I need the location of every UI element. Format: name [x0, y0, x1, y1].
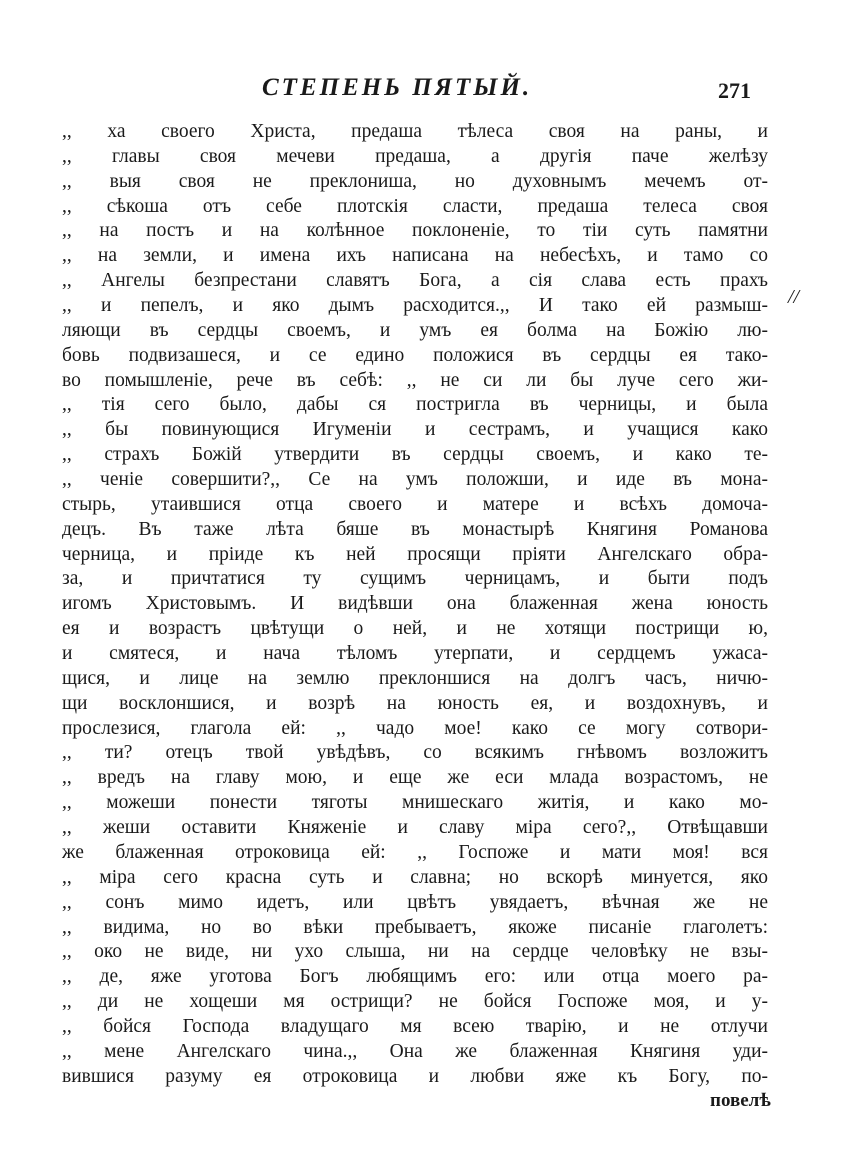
text-line: бовь подвизашеся, и се едино положися въ сердцы ея тако- [62, 344, 768, 366]
text-line: прослезися, глагола ей: ,, чадо мое! како се могу сотвори- [62, 717, 768, 739]
text-line: ,, бойся Господа владущаго мя всею тварію, и не отлучи [62, 1015, 768, 1037]
text-line: ,, ти? отецъ твой увѣдѣвъ, со всякимъ гнѣвомъ возложитъ [62, 742, 768, 764]
running-header [0, 74, 854, 110]
text-line: ея и возрастъ цвѣтущи о ней, и не хотящи пострищи ю, [62, 618, 768, 640]
text-line: черница, и пріиде къ ней просящи пріяти Ангелскаго обра- [62, 543, 768, 565]
page-number: 271 [718, 78, 751, 103]
text-line: ,, главы своя мечеви предаша, а другія паче желѣзу [62, 145, 768, 167]
text-line: ,, вредъ на главу мою, и еще же еси млада возрастомъ, не [62, 767, 768, 789]
text-line: ,, на земли, и имена ихъ написана на небесѣхъ, и тамо со [62, 245, 768, 267]
text-line: же блаженная отроковица ей: ,, Госпоже и мати моя! вся [62, 841, 768, 863]
text-line: ,, сонъ мимо идетъ, или цвѣтъ увядаетъ, вѣчная же не [62, 891, 768, 913]
margin-mark: // [788, 286, 800, 308]
text-line: ,, око не виде, ни ухо слыша, ни на сердце человѣку не взы- [62, 941, 768, 963]
text-line: ,, ди не хощеши мя острищи? не бойся Госпоже моя, и у- [62, 991, 768, 1013]
text-line: ,, жеши оставити Княженіе и славу міра сего?,, Отвѣщавши [62, 817, 768, 839]
text-line: ,, ченіе совершити?,, Се на умъ положши, и иде въ мона- [62, 469, 768, 491]
text-line: ,, на постъ и на колѣнное поклоненіе, то тіи суть памятни [62, 220, 768, 242]
text-line: ,, и пепелъ, и яко дымъ расходится.,, И тако ей размыш- [62, 295, 768, 317]
text-line: вившися разуму ея отроковица и любви яже къ Богу, по- [62, 1065, 768, 1087]
body-text [62, 120, 768, 1090]
text-line: ,, мене Ангелскаго чина.,, Она же блаженная Княгиня уди- [62, 1040, 768, 1062]
text-line: ,, выя своя не преклониша, но духовнымъ мечемъ от- [62, 170, 768, 192]
text-line: ,, тія сего было, дабы ся постригла въ черницы, и была [62, 394, 768, 416]
text-line: ,, сѣкоша отъ себе плотскія сласти, предаша телеса своя [62, 195, 768, 217]
text-line: ,, видима, но во вѣки пребываетъ, якоже писаніе глаголетъ: [62, 916, 768, 938]
text-line: и смятеся, и нача тѣломъ утерпати, и сердцемъ ужаса- [62, 643, 768, 665]
text-line: ,, бы повинующися Игуменіи и сестрамъ, и учащися како [62, 419, 768, 441]
text-line: децъ. Въ таже лѣта бяше въ монастырѣ Княгиня Романова [62, 518, 768, 540]
text-line: ,, ха своего Христа, предаша тѣлеса своя на раны, и [62, 121, 768, 142]
text-line: за, и причтатися ту сущимъ черницамъ, и быти подъ [62, 568, 768, 590]
text-line: ,, Ангелы безпрестани славятъ Бога, а сія слава есть прахъ [62, 270, 768, 292]
text-line: ляющи въ сердцы своемъ, и умъ ея болма на Божію лю- [62, 319, 768, 341]
text-line: ,, можеши понести тяготы мнишескаго житія, и како мо- [62, 792, 768, 814]
text-line: ,, страхъ Божій утвердити въ сердцы своемъ, и како те- [62, 444, 768, 466]
catchword: повелѣ [710, 1090, 771, 1111]
text-line: щися, и лице на землю преклоншися на долгъ часъ, ничю- [62, 667, 768, 689]
text-line: во помышленіе, рече въ себѣ: ,, не си ли бы луче сего жи- [62, 369, 768, 391]
text-line: щи восклоншися, и возрѣ на юность ея, и воздохнувъ, и [62, 692, 768, 714]
text-line: игомъ Христовымъ. И видѣвши она блаженная жена юность [62, 593, 768, 615]
running-title: СТЕПЕНЬ ПЯТЫЙ. [262, 74, 533, 101]
text-line: стырь, утаившися отца своего и матере и всѣхъ домоча- [62, 493, 768, 515]
text-line: ,, міра сего красна суть и славна; но вскорѣ минуется, яко [62, 866, 768, 888]
text-line: ,, де, яже уготова Богъ любящимъ его: или отца моего ра- [62, 966, 768, 988]
